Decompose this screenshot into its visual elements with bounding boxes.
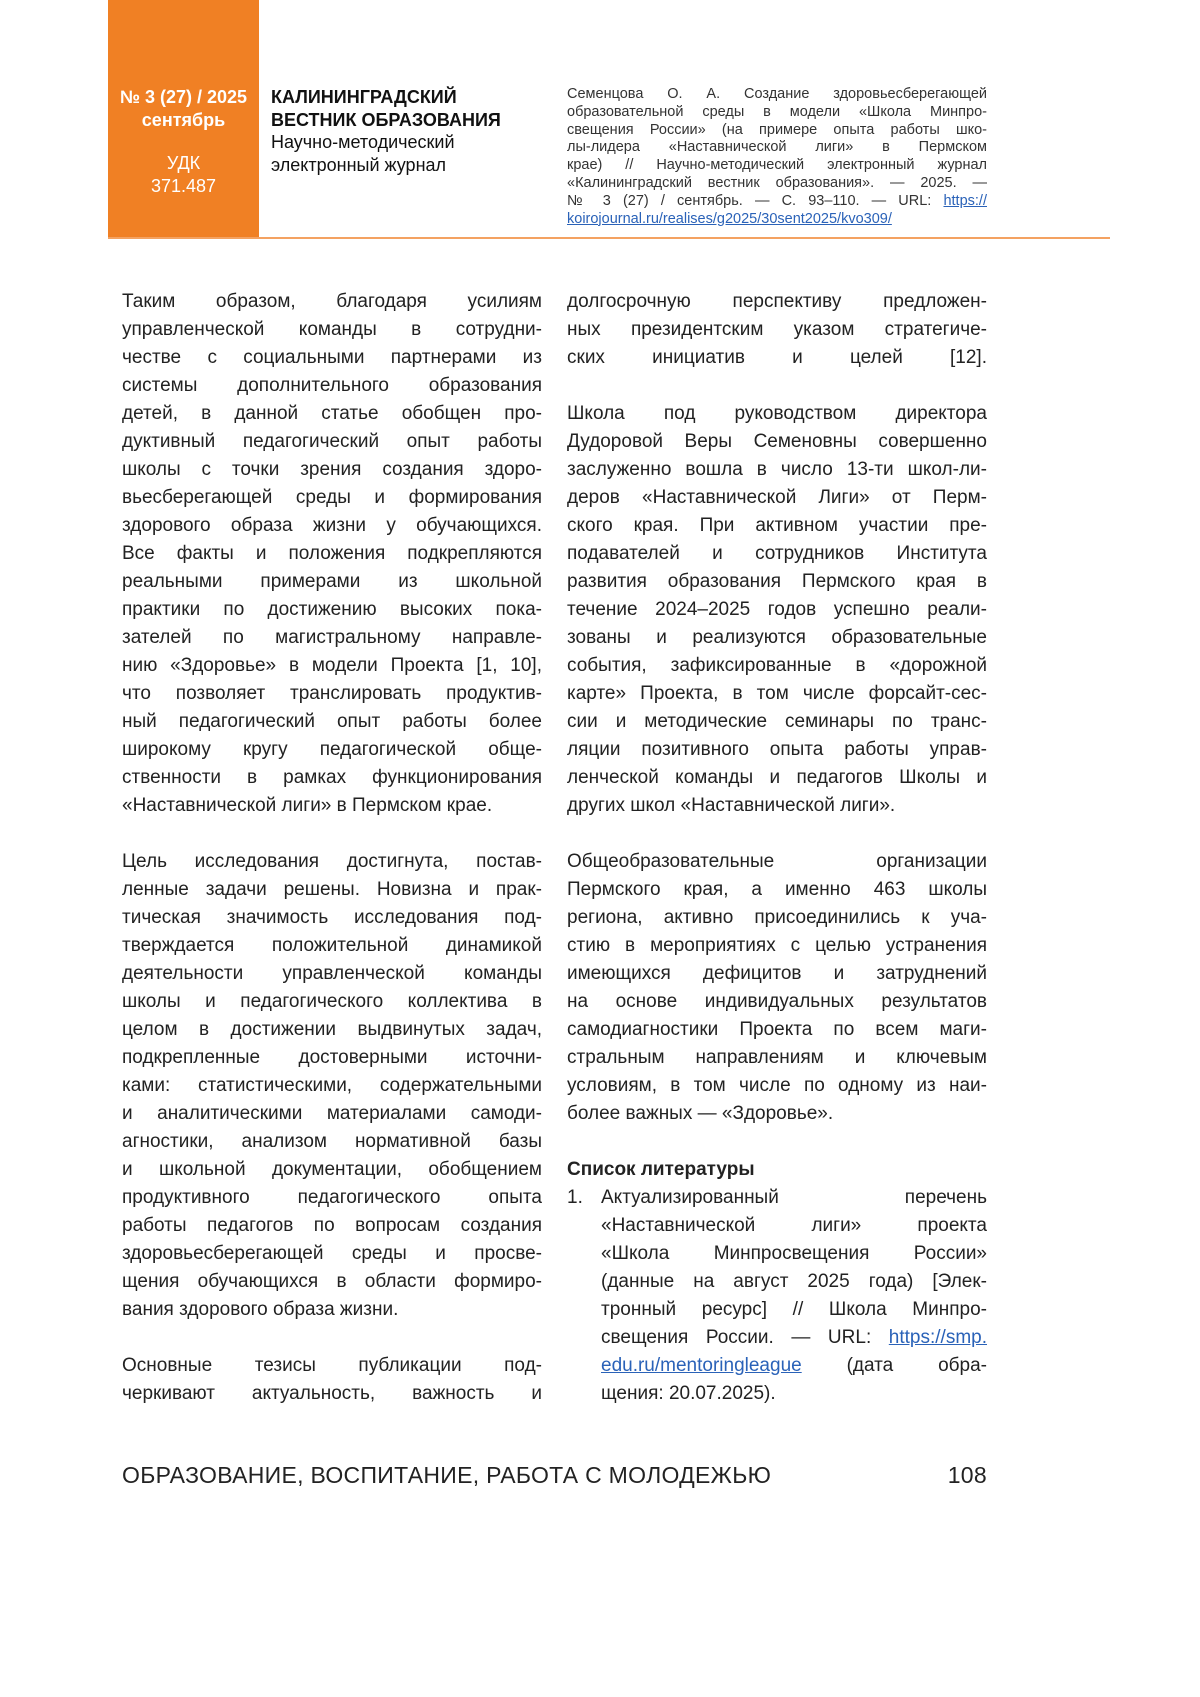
paragraph xyxy=(122,848,542,1324)
text-line: ленческой команды и педагогов Школы и xyxy=(567,764,987,792)
text-line: развития образования Пермского края в xyxy=(567,568,987,596)
text-line: деятельности управленческой команды xyxy=(122,960,542,988)
text-line: агностики, анализом нормативной базы xyxy=(122,1128,542,1156)
text-segment: крае) // Научно-методический электронный журнал xyxy=(567,157,987,173)
text-line: «Наставнической лиги» в Пермском крае. xyxy=(122,792,542,820)
text-segment: «Наставнической лиги» проекта xyxy=(601,1215,987,1236)
url-link[interactable]: https:// xyxy=(943,193,987,209)
paragraph xyxy=(567,400,987,820)
issue-month: сентябрь xyxy=(108,109,259,132)
text-line: Цель исследования достигнута, постав- xyxy=(122,848,542,876)
text-line: Таким образом, благодаря усилиям xyxy=(122,288,542,316)
text-line xyxy=(601,1380,987,1408)
text-line: практики по достижению высоких пока- xyxy=(122,596,542,624)
text-line: продуктивного педагогического опыта xyxy=(122,1184,542,1212)
text-line xyxy=(567,139,987,157)
paragraph xyxy=(567,848,987,1128)
udk-code: 371.487 xyxy=(108,175,259,198)
text-line xyxy=(601,1184,987,1212)
text-line xyxy=(601,1324,987,1352)
text-line xyxy=(567,86,987,104)
text-line: ляции позитивного опыта работы управ- xyxy=(567,736,987,764)
text-line: вьесберегающей среды и формирования xyxy=(122,484,542,512)
text-segment: № 3 (27) / сентябрь. — С. 93–110. — URL: xyxy=(567,193,943,209)
citation-block xyxy=(567,86,987,228)
text-line xyxy=(601,1268,987,1296)
text-line xyxy=(567,104,987,122)
text-line: и аналитическими материалами самоди- xyxy=(122,1100,542,1128)
text-line: школы с точки зрения создания здоро- xyxy=(122,456,542,484)
text-line: более важных — «Здоровье». xyxy=(567,1100,987,1128)
text-segment: (дата обра- xyxy=(802,1355,987,1376)
footer-section-title: ОБРАЗОВАНИЕ, ВОСПИТАНИЕ, РАБОТА С МОЛОДЕЖЬЮ xyxy=(122,1462,771,1489)
text-line: события, зафиксированные в «дорожной xyxy=(567,652,987,680)
text-line: стию в мероприятиях с целью устранения xyxy=(567,932,987,960)
text-line: подавателей и сотрудников Института xyxy=(567,540,987,568)
text-segment: образовательной среды в модели «Школа Минпро- xyxy=(567,104,987,120)
text-line: реальными примерами из школьной xyxy=(122,568,542,596)
text-line: школы и педагогического коллектива в xyxy=(122,988,542,1016)
text-line: черкивают актуальность, важность и xyxy=(122,1380,542,1408)
text-line: дуктивный педагогический опыт работы xyxy=(122,428,542,456)
text-line xyxy=(567,157,987,175)
text-line: ками: статистическими, содержательными xyxy=(122,1072,542,1100)
text-line: Основные тезисы публикации под- xyxy=(122,1352,542,1380)
text-line: имеющихся дефицитов и затруднений xyxy=(567,960,987,988)
text-line: вания здорового образа жизни. xyxy=(122,1296,542,1324)
text-line: честве с социальными партнерами из xyxy=(122,344,542,372)
text-segment: свещения России» (на примере опыта работы шко- xyxy=(567,122,987,138)
text-line: системы дополнительного образования xyxy=(122,372,542,400)
text-line xyxy=(567,122,987,140)
text-line: тическая значимость исследования под- xyxy=(122,904,542,932)
text-line xyxy=(567,211,987,229)
text-line: сии и методические семинары по транс- xyxy=(567,708,987,736)
text-segment: свещения России. — URL: xyxy=(601,1327,889,1348)
text-line xyxy=(601,1212,987,1240)
text-line xyxy=(567,193,987,211)
text-line: Школа под руководством директора xyxy=(567,400,987,428)
journal-title-line-2: ВЕСТНИК ОБРАЗОВАНИЯ xyxy=(271,109,501,132)
text-line xyxy=(601,1352,987,1380)
text-line: течение 2024–2025 годов успешно реали- xyxy=(567,596,987,624)
journal-subtitle-line-1: Научно-методический xyxy=(271,131,501,154)
text-line: на основе индивидуальных результатов xyxy=(567,988,987,1016)
text-line: Все факты и положения подкрепляются xyxy=(122,540,542,568)
text-line: стральным направлениям и ключевым xyxy=(567,1044,987,1072)
text-line: ского края. При активном участии пре- xyxy=(567,512,987,540)
reference-item xyxy=(567,1184,987,1408)
text-line: целом в достижении выдвинутых задач, xyxy=(122,1016,542,1044)
page-footer xyxy=(122,1462,987,1489)
udk-label: УДК xyxy=(108,152,259,175)
text-line: ленные задачи решены. Новизна и прак- xyxy=(122,876,542,904)
text-line xyxy=(601,1296,987,1324)
header-divider xyxy=(108,237,1110,239)
text-segment: (данные на август 2025 года) [Элек- xyxy=(601,1271,987,1292)
text-line: что позволяет транслировать продуктив- xyxy=(122,680,542,708)
text-line: щения обучающихся в области формиро- xyxy=(122,1268,542,1296)
text-line: широкому кругу педагогической обще- xyxy=(122,736,542,764)
text-line: управленческой команды в сотрудни- xyxy=(122,316,542,344)
text-segment: «Калининградский вестник образования». — 2025. — xyxy=(567,175,987,191)
reference-number: 1. xyxy=(567,1184,583,1212)
text-segment: щения: 20.07.2025). xyxy=(601,1383,776,1404)
references-heading: Список литературы xyxy=(567,1156,987,1184)
text-line: зованы и реализуются образовательные xyxy=(567,624,987,652)
url-link[interactable]: edu.ru/mentoringleague xyxy=(601,1355,802,1376)
text-line: условиям, в том числе по одному из наи- xyxy=(567,1072,987,1100)
text-line xyxy=(567,175,987,193)
text-line: зателей по магистральному направле- xyxy=(122,624,542,652)
page-number: 108 xyxy=(948,1462,987,1489)
text-segment: Актуализированный перечень xyxy=(601,1187,987,1208)
text-segment: Семенцова О. А. Создание здоровьесберегающей xyxy=(567,86,987,102)
url-link[interactable]: https://smp. xyxy=(889,1327,987,1348)
text-line: работы педагогов по вопросам создания xyxy=(122,1212,542,1240)
text-segment: тронный ресурс] // Школа Минпро- xyxy=(601,1299,987,1320)
paragraph xyxy=(122,1352,542,1408)
issue-number: № 3 (27) / 2025 xyxy=(108,86,259,109)
text-line: ственности в рамках функционирования xyxy=(122,764,542,792)
text-line: других школ «Наставнической лиги». xyxy=(567,792,987,820)
text-line: региона, активно присоединились к уча- xyxy=(567,904,987,932)
text-line: деров «Наставнической Лиги» от Перм- xyxy=(567,484,987,512)
paragraph xyxy=(122,288,542,820)
text-line xyxy=(601,1240,987,1268)
journal-title-line-1: КАЛИНИНГРАДСКИЙ xyxy=(271,86,501,109)
text-segment: «Школа Минпросвещения России» xyxy=(601,1243,987,1264)
text-line: детей, в данной статье обобщен про- xyxy=(122,400,542,428)
journal-title-block xyxy=(271,86,501,176)
text-line: подкрепленные достоверными источни- xyxy=(122,1044,542,1072)
text-line: здорового образа жизни у обучающихся. xyxy=(122,512,542,540)
references-list xyxy=(567,1184,987,1408)
paragraph xyxy=(567,288,987,372)
text-line: ный педагогический опыт работы более xyxy=(122,708,542,736)
text-line: здоровьесберегающей среды и просве- xyxy=(122,1240,542,1268)
left-column xyxy=(122,288,542,1436)
text-line: ских инициатив и целей [12]. xyxy=(567,344,987,372)
right-column xyxy=(567,288,987,1408)
text-line: тверждается положительной динамикой xyxy=(122,932,542,960)
text-line: нию «Здоровье» в модели Проекта [1, 10], xyxy=(122,652,542,680)
text-segment: лы-лидера «Наставнической лиги» в Пермском xyxy=(567,139,987,155)
text-line: самодиагностики Проекта по всем маги- xyxy=(567,1016,987,1044)
text-line: Пермского края, а именно 463 школы xyxy=(567,876,987,904)
text-line: карте» Проекта, в том числе форсайт-сес- xyxy=(567,680,987,708)
text-line: и школьной документации, обобщением xyxy=(122,1156,542,1184)
text-line: Общеобразовательные организации xyxy=(567,848,987,876)
text-line: долгосрочную перспективу предложен- xyxy=(567,288,987,316)
text-line: ных президентским указом стратегиче- xyxy=(567,316,987,344)
url-link[interactable]: koirojournal.ru/realises/g2025/30sent2025/kvo309/ xyxy=(567,211,892,227)
issue-badge xyxy=(108,0,259,238)
text-line: заслуженно вошла в число 13-ти школ-ли- xyxy=(567,456,987,484)
text-line: Дудоровой Веры Семеновны совершенно xyxy=(567,428,987,456)
journal-subtitle-line-2: электронный журнал xyxy=(271,154,501,177)
